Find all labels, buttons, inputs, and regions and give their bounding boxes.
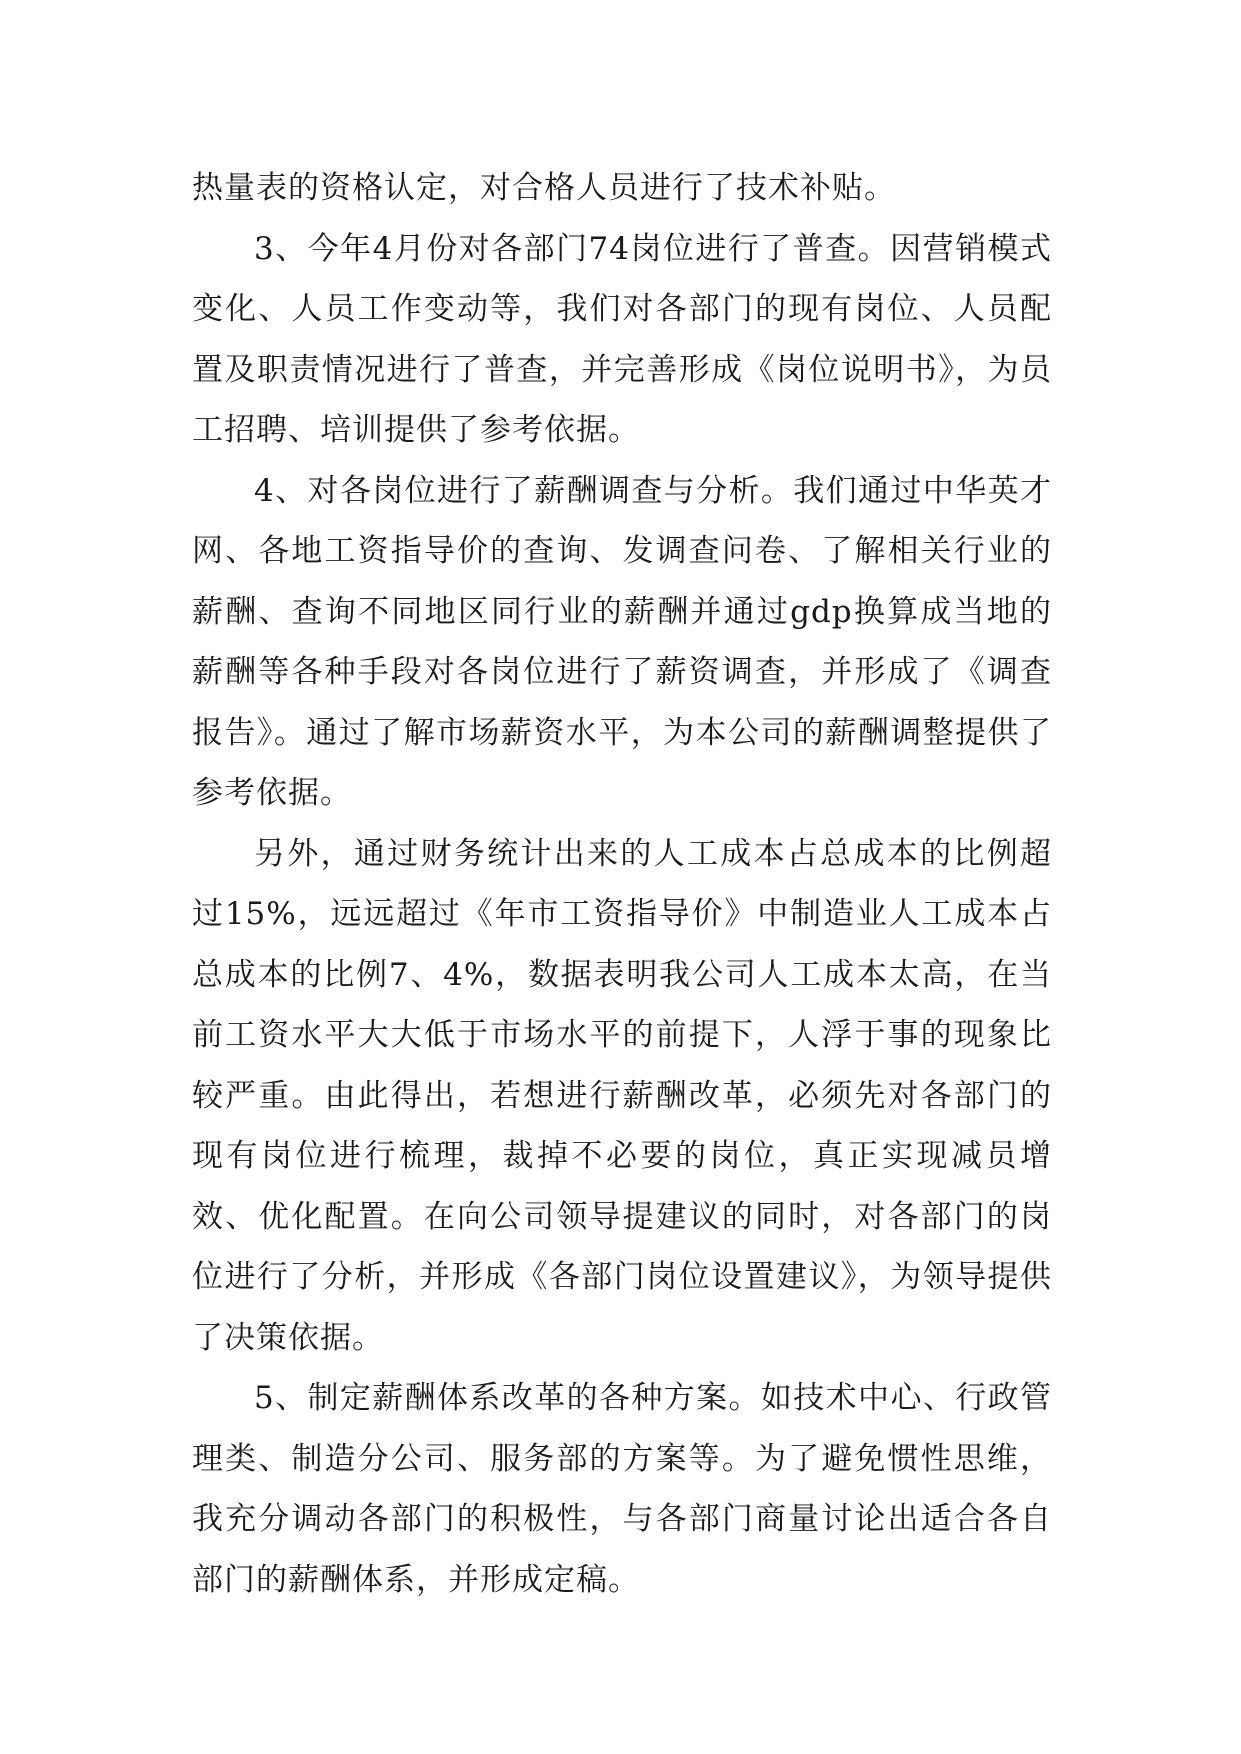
paragraph-salary-survey: 4、对各岗位进行了薪酬调查与分析。我们通过中华英才网、各地工资指导价的查询、发调查问卷、了解相关行业的薪酬、查询不同地区同行业的薪酬并通过gdp换算成当地的薪酬等各种手段对各岗位进行了薪资调查，并形成了《调查报告》。通过了解市场薪资水平，为本公司的薪酬调整提供了参考依据。 <box>192 472 1052 811</box>
paragraph-job-survey: 3、今年4月份对各部门74岗位进行了普查。因营销模式变化、人员工作变动等，我们对各部门的现有岗位、人员配置及职责情况进行了普查，并完善形成《岗位说明书》，为员工招聘、培训提供了参考依据。 <box>192 230 1052 448</box>
document-body <box>192 158 1052 1610</box>
paragraph-labor-cost: 另外，通过财务统计出来的人工成本占总成本的比例超过15%，远远超过《年市工资指导价》中制造业人工成本占总成本的比例7、4%，数据表明我公司人工成本太高，在当前工资水平大大低于市场水平的前提下，人浮于事的现象比较严重。由此得出，若想进行薪酬改革，必须先对各部门的现有岗位进行梳理，裁掉不必要的岗位，真正实现减员增效、优化配置。在向公司领导提建议的同时，对各部门的岗位进行了分析，并形成《各部门岗位设置建议》，为领导提供了决策依据。 <box>192 835 1052 1356</box>
paragraph-salary-reform-plans: 5、制定薪酬体系改革的各种方案。如技术中心、行政管理类、制造分公司、服务部的方案等。为了避免惯性思维，我充分调动各部门的积极性，与各部门商量讨论出适合各自部门的薪酬体系，并形成定稿。 <box>192 1380 1052 1598</box>
paragraph-continuation: 热量表的资格认定，对合格人员进行了技术补贴。 <box>192 170 896 206</box>
